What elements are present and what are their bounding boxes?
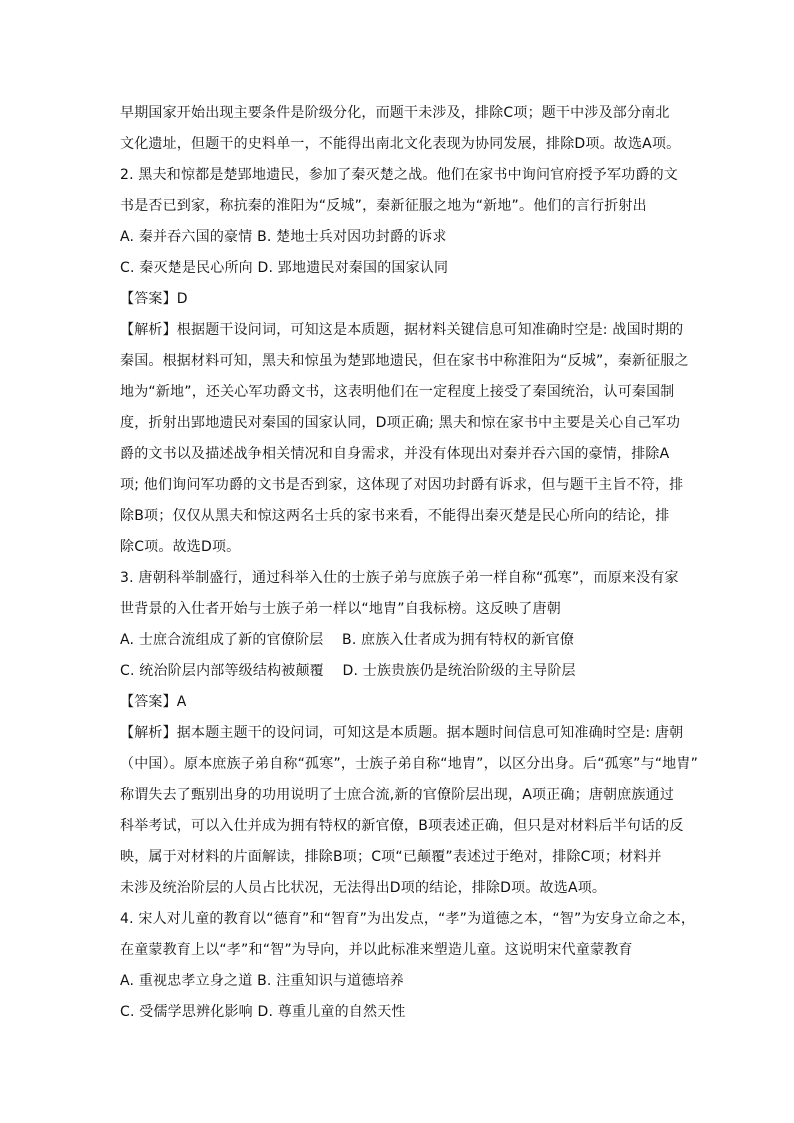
question-3-analysis: 【解析】据本题主题干的设问词，可知这是本质题。据本题时间信息可知准确时空是: 唐朝	[120, 725, 684, 741]
question-2-stem: 2. 黑夫和惊都是楚郢地遗民，参加了秦灭楚之战。他们在家书中询问官府授予军功爵的文	[120, 167, 679, 183]
question-2-options: A. 秦并吞六国的豪情 B. 楚地士兵对因功封爵的诉求	[120, 229, 447, 245]
question-3-stem: 3. 唐朝科举制盛行，通过科举入仕的士族子弟与庶族子弟一样自称“孤寒”，而原来没有家	[120, 570, 679, 586]
question-2-options: C. 秦灭楚是民心所向 D. 郢地遗民对秦国的国家认同	[120, 260, 449, 276]
question-4-options: C. 受儒学思辨化影响 D. 尊重儿童的自然天性	[120, 1004, 406, 1020]
question-2-analysis: 项; 他们询问军功爵的文书是否到家，这体现了对因功封爵有诉求，但与题干主旨不符，排	[120, 477, 684, 493]
question-3-answer: 【答案】A	[120, 694, 187, 710]
question-2-analysis: 度，折射出郢地遗民对秦国的国家认同，D项正确; 黑夫和惊在家书中主要是关心自己军功	[120, 415, 681, 431]
question-2-analysis: 爵的文书以及描述战争相关情况和自身需求，并没有体现出对秦并吞六国的豪情，排除A	[120, 446, 670, 462]
question-2-answer: 【答案】D	[120, 291, 188, 307]
text-line: 文化遗址，但题干的史料单一，不能得出南北文化表现为协同发展，排除D项。故选A项。	[120, 136, 681, 152]
text-line: 早期国家开始出现主要条件是阶级分化，而题干未涉及，排除C项；题干中涉及部分南北	[120, 105, 670, 121]
question-4-stem: 在童蒙教育上以“孝”和“智”为导向，并以此标准来塑造儿童。这说明宋代童蒙教育	[120, 942, 633, 958]
question-2-analysis: 地为“新地”，还关心军功爵文书，这表明他们在一定程度上接受了秦国统治，认可秦国制	[120, 384, 675, 400]
question-3-stem: 世背景的入仕者开始与士族子弟一样以“地胄”自我标榜。这反映了唐朝	[120, 601, 561, 617]
question-3-analysis: 映，属于对材料的片面解读，排除B项；C项“已颠覆”表述过于绝对，排除C项；材料并	[120, 849, 662, 865]
question-2-stem: 书是否已到家，称抗秦的淮阳为“反城”，秦新征服之地为“新地”。他们的言行折射出	[120, 198, 647, 214]
question-2-analysis: 秦国。根据材料可知，黑夫和惊虽为楚郢地遗民，但在家书中称淮阳为“反城”，秦新征服之	[120, 353, 689, 369]
question-3-analysis: 科举考试，可以入仕并成为拥有特权的新官僚，B项表述正确，但只是对材料后半句话的反	[120, 818, 684, 834]
question-4-options: A. 重视忠孝立身之道 B. 注重知识与道德培养	[120, 973, 404, 989]
question-2-analysis: 【解析】根据题干设问词，可知这是本质题，据材料关键信息可知准确时空是: 战国时期的	[120, 322, 684, 338]
question-3-analysis: （中国）。原本庶族子弟自称“孤寒”，士族子弟自称“地胄”，以区分出身。后“孤寒”与“地胄”	[120, 756, 699, 772]
question-4-stem: 4. 宋人对儿童的教育以“德育”和“智育”为出发点，“孝”为道德之本，“智”为安身立命之本，	[120, 911, 696, 927]
document-page	[120, 98, 699, 1028]
question-3-analysis: 未涉及统治阶层的人员占比状况，无法得出D项的结论，排除D项。故选A项。	[120, 880, 607, 896]
question-2-analysis: 除C项。故选D项。	[120, 539, 241, 555]
question-3-analysis: 称谓失去了甄别出身的功用说明了士庶合流,新的官僚阶层出现，A项正确；唐朝庶族通过	[120, 787, 675, 803]
question-3-options: C. 统治阶层内部等级结构被颠覆 D. 士族贵族仍是统治阶级的主导阶层	[120, 663, 576, 679]
question-2-analysis: 除B项；仅仅从黑夫和惊这两名士兵的家书来看，不能得出秦灭楚是民心所向的结论，排	[120, 508, 670, 524]
question-3-options: A. 士庶合流组成了新的官僚阶层 B. 庶族入仕者成为拥有特权的新官僚	[120, 632, 575, 648]
